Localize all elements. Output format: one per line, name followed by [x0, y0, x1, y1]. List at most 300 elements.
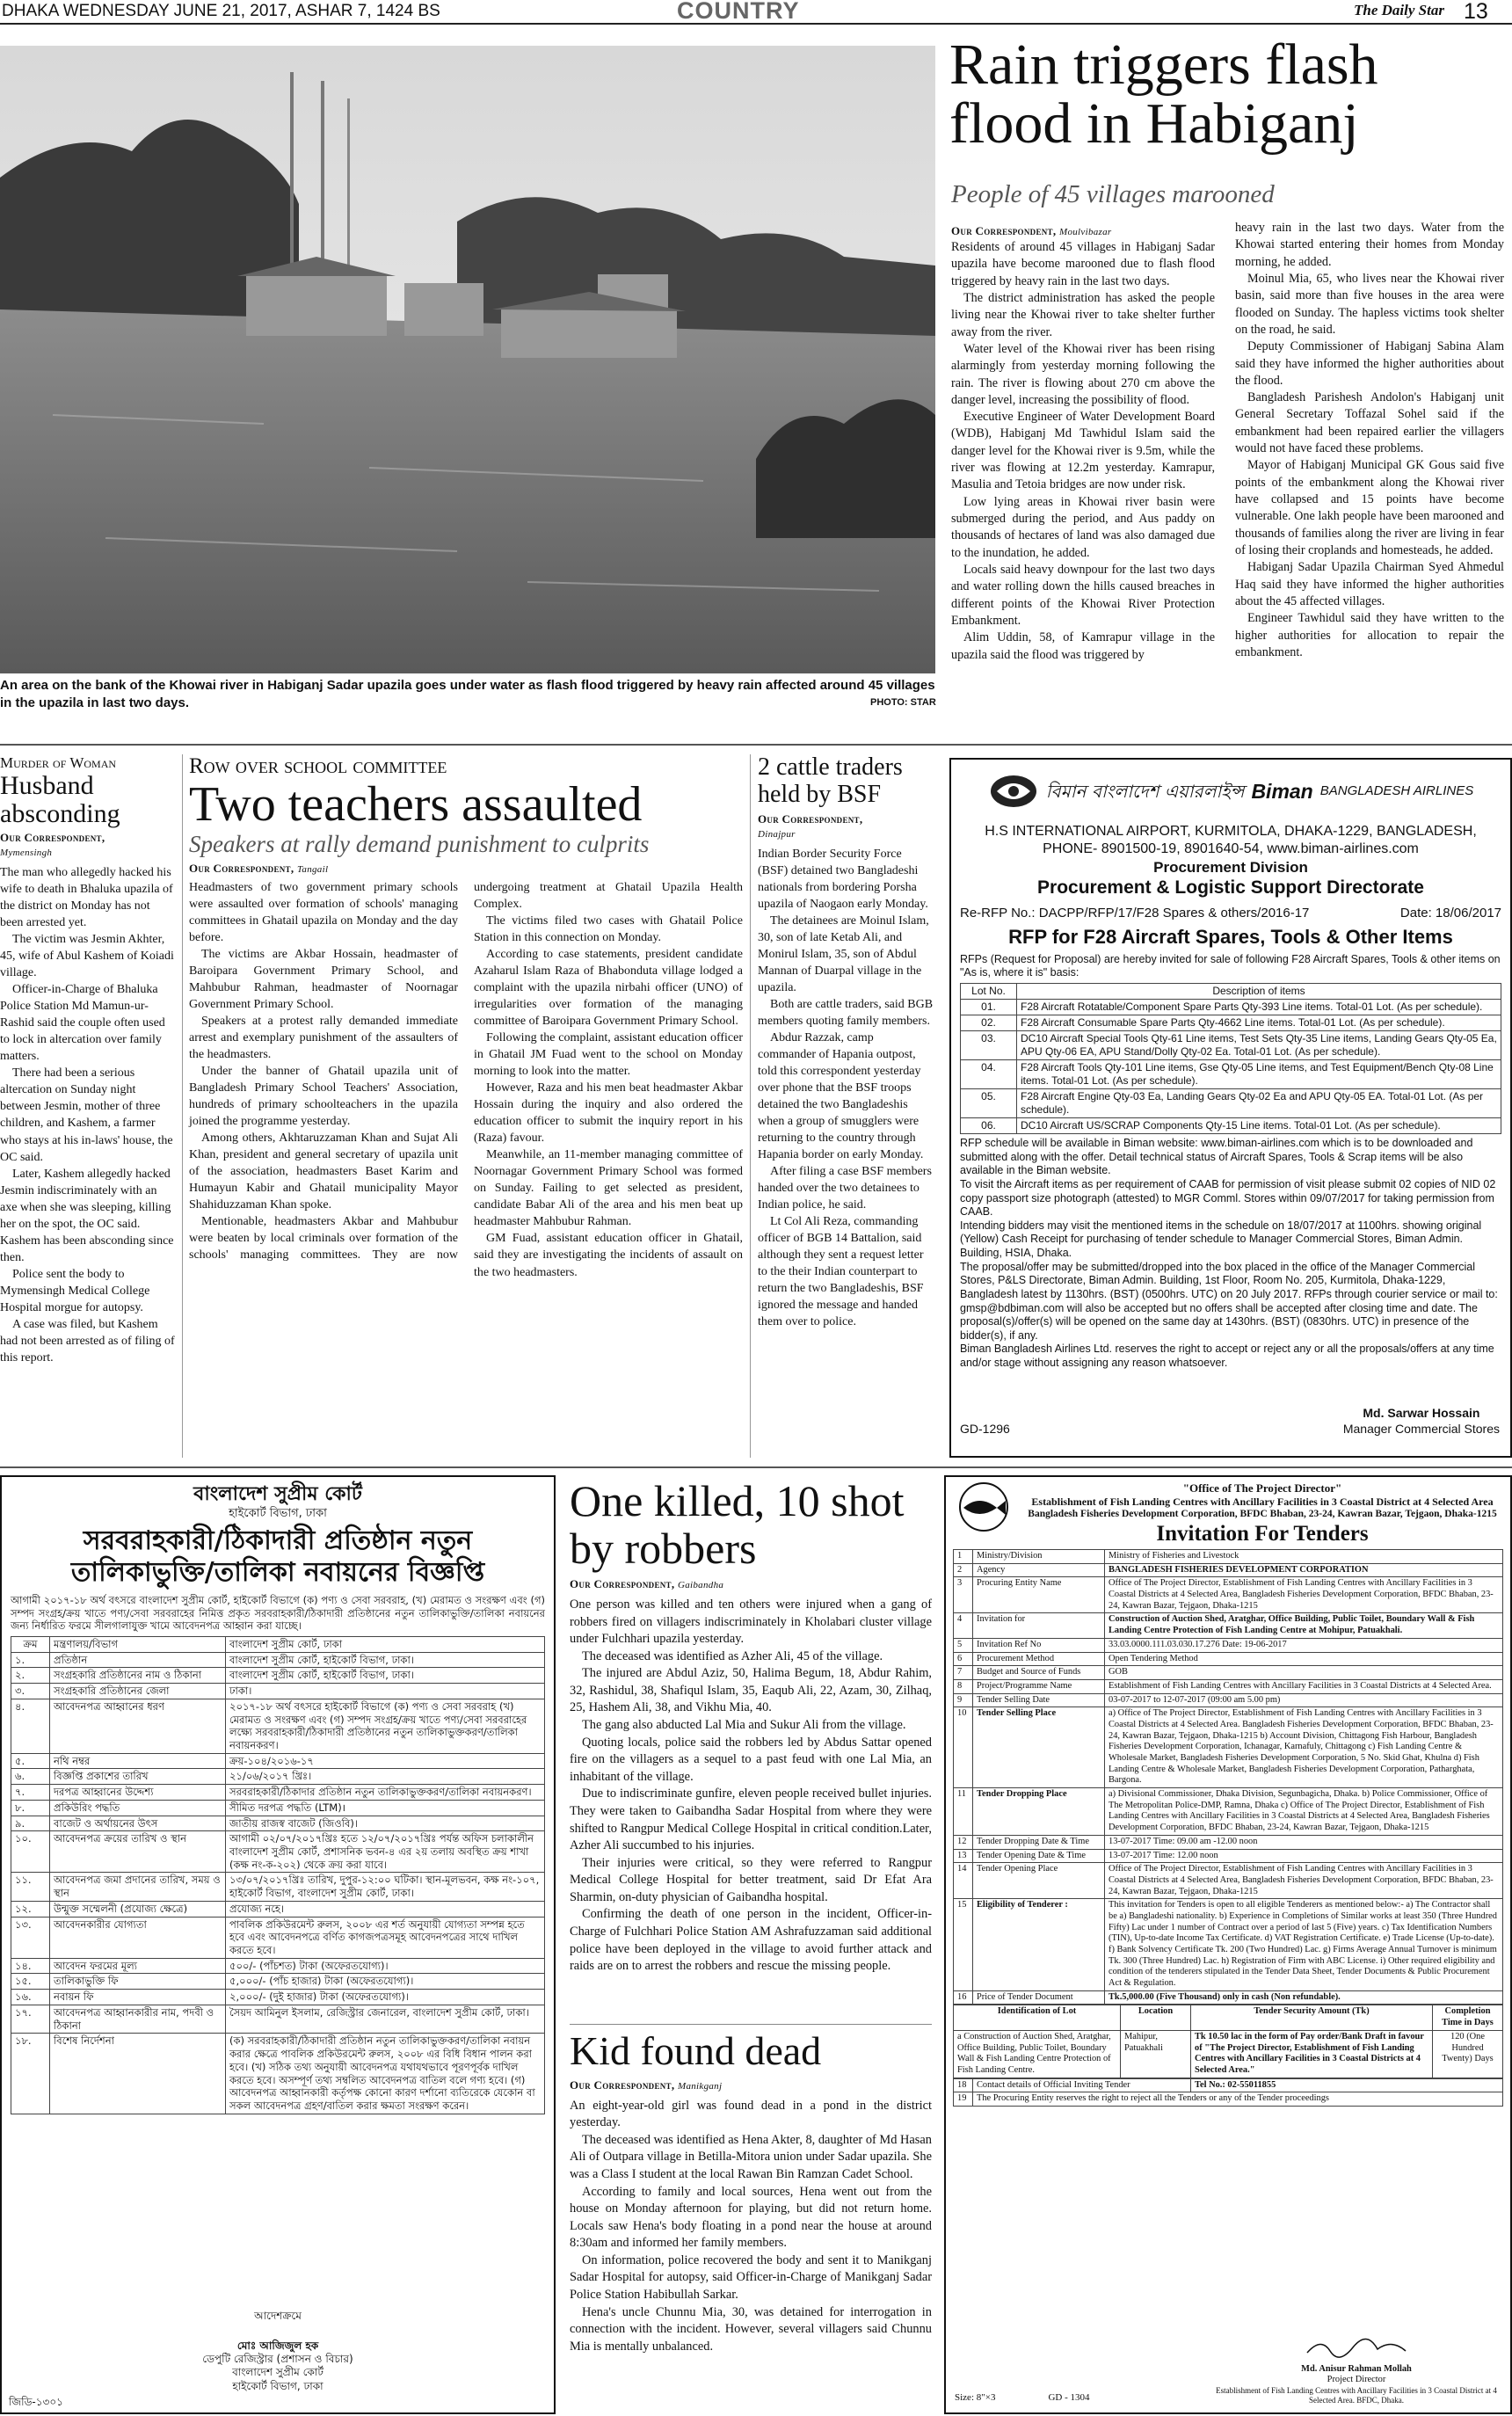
court-signature — [2, 2310, 554, 2393]
row-value: Office of The Project Director, Establishment of Fish Landing Centres with Ancillary Facilities in 3 Coastal Districts at 4 Selected Area, Bangladesh Fisheries Development Corporation, BFDC Bhaban, 23-24, Kawran Bazar, Tejgaon, Dhaka-1215 — [1105, 1577, 1503, 1613]
row-key: Contact details of Official Inviting Tender — [973, 2078, 1191, 2092]
biman-gd: GD-1296 — [960, 1421, 1010, 1436]
biman-body-3: Intending bidders may visit the mentioned items in the schedule on 18/07/2017 at 1100hrs. showing original (Yellow) Cash Receipt for purchasing of tender schedule to Manager Commercial Stores, Biman Admin. Building, HSIA, Dhaka. — [960, 1219, 1482, 1259]
row-no: 15 — [954, 1899, 973, 1991]
row-value: (ক) সরবরাহকারী/ঠিকাদারী প্রতিষ্ঠান নতুন তালিকাভুক্তকরণ/তালিকা নবায়ন করার ক্ষেত্রে পাবলিক প্রকিউরমেন্ট রুলস, ২০০৮ এর বিধি বিধান পালন করা হবে। (খ) সঠিক তথ্য অনুযায়ী আবেদনপত্র যথাযথভাবে পূরণপূর্বক দাখিল করতে হবে। অসম্পূর্ণ তথ্য সম্বলিত আবেদনপত্র বাতিল বলে গণ্য হবে। (গ) আবেদনপত্র আহ্বানকারী কর্তৃপক্ষ কোনো কারণ দর্শানো ব্যতিরেকে যেকোন বা সকল আবেদনপত্র গ্রহণ/বাতিল করার ক্ষমতা সংরক্ষণ করেন। — [226, 2034, 545, 2114]
row-value: সীমিত দরপত্র পদ্ধতি (LTM)। — [226, 1800, 545, 1816]
kid-paragraph: An eight-year-old girl was found dead in a pond in the district yesterday. — [570, 2098, 932, 2130]
table-row — [11, 1974, 545, 1990]
table-row — [954, 2078, 1503, 2092]
teachers-place: Tangail — [296, 863, 329, 875]
row-value: Tel No.: 02-55011855 — [1191, 2078, 1503, 2092]
row-value: সৈয়দ আমিনুল ইসলাম, রেজিস্ট্রার জেনারেল, বাংলাদেশ সুপ্রীম কোর্ট, ঢাকা। — [226, 2005, 545, 2033]
paper-name: The Daily Star — [1354, 2, 1444, 18]
robbers-headline: One killed, 10 shot by robbers — [570, 1476, 905, 1573]
row-value: বাংলাদেশ সুপ্রীম কোর্ট, হাইকোর্ট বিভাগ, ঢাকা। — [226, 1668, 545, 1684]
row-no: ৬. — [11, 1769, 50, 1785]
table-row — [961, 1015, 1501, 1031]
signature-mark — [1304, 2335, 1409, 2360]
murder-story — [0, 754, 176, 1366]
court-gd: জিডি-১৩০১ — [9, 2395, 63, 2408]
teachers-paragraph: Meanwhile, an 11-member managing committee of Noornagar Government Primary School was formed on Sunday. Failing to get selected as president, candidate Babar Ali of the area and his men beat up headmaster Mahbubur Rahman. — [474, 1148, 743, 1229]
court-sub: হাইকোর্ট বিভাগ, ঢাকা — [229, 1507, 327, 1521]
row-value: 13-07-2017 Time: 09.00 am -12.00 noon — [1105, 1835, 1503, 1849]
lead-byline — [951, 224, 1112, 238]
kid-byline — [570, 2078, 932, 2092]
biman-th-desc: Description of items — [1017, 984, 1501, 1000]
teachers-story — [189, 754, 743, 1281]
row-item: আবেদনপত্র জমা প্রদানের তারিখ, সময় ও স্থান — [50, 1873, 226, 1901]
table-row — [11, 1958, 545, 1974]
murder-paragraph: The victim was Jesmin Akhter, 45, wife of Abul Kashem of Koiadi village. — [0, 933, 174, 980]
table-row — [954, 1693, 1503, 1707]
kid-paragraph: According to family and local sources, Hena went out from the house on Monday afternoon for playing, but did not return home. Locals saw Hena's body floating in a pond near the house at around 8:30am and informed her family members. — [570, 2184, 932, 2251]
row-value: This invitation for Tenders is open to all eligible Tenderers as mentioned below:- a) The Contractor shall be a) Bangladeshi nationality. b) Experience in Completions of Similar works at least 350 (Three Hundred Fifty) Lac under 1 number of Contract over a period of last 5 (Five) years. c) Tax Identification Numbers (TIN), Up-to-date Income Tax Certificate. d) VAT Registration Certificate. e) Trade License (Up-to-date). f) Bank Solvency Certificate Tk. 200 (Two Hundred) Lac. g) Firms Average Annual Turnover is minimum Tk. 300 (Three Hundred) Lac. h) Registration of Firm with ABC License. i) Other required eligibility and condition of the tenderers stipulated in the Tender Data Sheet, Tender Documents & Public Procurement Act & Regulation. — [1105, 1899, 1503, 1991]
row-key: Tender Opening Date & Time — [973, 1849, 1105, 1863]
lead-paragraph: The district administration has asked the people living near the Khowai river to take shelter further away from the river. — [951, 290, 1215, 339]
row-value: আগামী ০২/০৭/২০১৭খ্রিঃ হতে ১২/০৭/২০১৭খ্রিঃ পর্যন্ত অফিস চলাকালীন বাংলাদেশ সুপ্রীম কোর্ট, প্রশাসনিক ভবন-৪ এর ২য় তলায় অবস্থিত ক্রয় শাখা (কক্ষ নং-ক-২০২) থেকে ক্রয় করা যাবে। — [226, 1831, 545, 1873]
court-signer-title: ডেপুটি রেজিস্ট্রার (প্রশাসন ও বিচার) — [202, 2352, 353, 2365]
fish-gd: GD - 1304 — [1048, 2391, 1090, 2403]
lot-location: Mahipur, Patuakhali — [1121, 2030, 1191, 2078]
table-row — [11, 1785, 545, 1801]
robbers-place: Gaibandha — [677, 1580, 724, 1590]
cattle-story — [758, 754, 934, 1331]
row-key: Project/Programme Name — [973, 1679, 1105, 1693]
lot-head: Completion Time in Days — [1433, 2005, 1503, 2030]
row-value: ৫,০০০/- (পাঁচ হাজার) টাকা (অফেরতযোগ্য)। — [226, 1974, 545, 1990]
biman-logo — [960, 765, 1501, 818]
table-row — [954, 1679, 1503, 1693]
row-no: ১৮. — [11, 2034, 50, 2114]
biman-th-lot: Lot No. — [961, 984, 1017, 1000]
murder-paragraph: A case was filed, but Kashem had not been arrested as of filing of this report. — [0, 1317, 175, 1364]
table-row — [954, 2005, 1503, 2030]
teachers-paragraph: The victims are Akbar Hossain, headmaster of Baroipara Government Primary School, and Mahbubur Rahman, headmaster of Noornagar Government Primary School. — [189, 947, 458, 1012]
teachers-byline — [189, 862, 743, 876]
lot-desc: F28 Aircraft Tools Qty-101 Line items, Gse Qty-05 Line items, and Test Equipment/Bench Qty-08 Line items. Total-01 Lot. (As per schedule). — [1017, 1060, 1501, 1089]
row-no: 18 — [954, 2078, 973, 2092]
row-item: তালিকাভুক্তি ফি — [50, 1974, 226, 1990]
biman-logo-bn: বিমান বাংলাদেশ এয়ারলাইন্স — [1045, 780, 1245, 802]
lead-paragraph: Locals said heavy downpour for the last two days and water rolling down the hills caused breaches in different points of the Khowai River Protection Embankment. — [951, 562, 1215, 628]
lot-no: 01. — [961, 1000, 1017, 1015]
divider — [0, 1466, 1512, 1468]
kid-story — [570, 2029, 932, 2355]
robbers-paragraph: The injured are Abdul Aziz, 50, Halima Begum, 18, Abdur Rahim, 32, Rashidul, 38, Shafiqul Islam, 35, Eaqub Ali, 22, Azam, 30, Zilhaq, 25, Hashem Ali, 38, and Vikhu Mia, 40. — [570, 1666, 932, 1715]
row-key: Invitation for — [973, 1613, 1105, 1638]
lot-head: Identification of Lot — [954, 2005, 1121, 2030]
robbers-paragraph: Due to indiscriminate gunfire, eleven people received bullet injuries. They were taken to Gaibandha Sadar Hospital from where they were shifted to Rangpur Medical College Hospital in critical condition.Later, Azher Ali succumbed to his injuries. — [570, 1787, 932, 1853]
biman-body-1: RFP schedule will be available in Biman website: www.biman-airlines.com which is to be downloaded and submitted along with the offer. Detail technical status of Aircraft Spares, Tools & Scrap items will be also available in the Biman website. — [960, 1137, 1473, 1177]
row-no: ৩. — [11, 1684, 50, 1699]
cattle-paragraph: Both are cattle traders, said BGB members quoting family members. — [758, 997, 934, 1028]
lead-paragraph: Alim Uddin, 58, of Kamrapur village in the upazila said the flood was triggered by — [951, 630, 1215, 662]
robbers-story — [570, 1477, 932, 1976]
robbers-paragraph: Quoting locals, police said the robbers led by Abdus Sattar opened fire on the villagers as a sequel to a past feud with one Lal Mia, an inhabitant of the village. — [570, 1735, 932, 1784]
lot-id: a Construction of Auction Shed, Aratghar, Office Building, Public Toilet, Boundary Wall & Fish Landing Centre Protection of Fish Landing Centre. — [954, 2030, 1121, 2078]
row-no: 3 — [954, 1577, 973, 1613]
teachers-subhead: Speakers at rally demand punishment to culprits — [189, 830, 650, 857]
lead-column-1 — [951, 239, 1215, 664]
fish-table — [953, 1549, 1503, 2005]
row-item: আবেদনপত্র আহ্বানকারীর নাম, পদবী ও ঠিকানা — [50, 2005, 226, 2033]
table-row — [954, 1707, 1503, 1788]
row-item: সংগ্রহকারি প্রতিষ্ঠানের জেলা — [50, 1684, 226, 1699]
table-row — [954, 1835, 1503, 1849]
teachers-paragraph: Following the complaint, assistant education officer in Ghatail JM Fuad went to the school on Monday morning to look into the matter. — [474, 1031, 743, 1079]
fish-line-1: Establishment of Fish Landing Centres with Ancillary Facilities in 3 Coastal District at 4 Selected Area — [1031, 1495, 1494, 1508]
table-row — [11, 1831, 545, 1873]
court-headline-1: সরবরাহকারী/ঠিকাদারী প্রতিষ্ঠান নতুন — [83, 1525, 473, 1556]
fish-footer — [955, 2392, 1090, 2404]
biman-signature — [1343, 1406, 1500, 1437]
row-item: প্রকিউরিং পদ্ধতি — [50, 1800, 226, 1816]
kid-body — [570, 2098, 932, 2356]
row-item: আবেদনপত্র ক্রয়ের তারিখ ও স্থান — [50, 1831, 226, 1873]
table-row — [954, 2030, 1503, 2078]
row-no: ১২. — [11, 1901, 50, 1917]
lot-no: 04. — [961, 1060, 1017, 1089]
court-th-no: ক্রম — [11, 1636, 50, 1652]
table-row — [11, 1652, 545, 1668]
row-key: Procurement Method — [973, 1652, 1105, 1666]
murder-body — [0, 864, 176, 1366]
row-key: Eligibility of Tenderer : — [973, 1899, 1105, 1991]
teachers-paragraph: Speakers at a protest rally demanded immediate arrest and exemplary punishment of the assaulters of the headmasters. — [189, 1015, 458, 1062]
lot-desc: DC10 Aircraft US/SCRAP Components Qty-15 Line items. Total-01 Lot. (As per schedule). — [1017, 1118, 1501, 1134]
row-item: সংগ্রহকারি প্রতিষ্ঠানের নাম ও ঠিকানা — [50, 1668, 226, 1684]
table-row — [954, 1899, 1503, 1991]
fish-signature — [1211, 2335, 1501, 2405]
row-no: 16 — [954, 1990, 973, 2005]
table-row — [961, 1118, 1501, 1134]
photo-credit: PHOTO: STAR — [870, 697, 936, 708]
murder-paragraph: The man who allegedly hacked his wife to death in Bhaluka upazila of the district on Monday has not been arrested yet. — [0, 866, 173, 930]
fish-header-text — [1021, 1481, 1503, 1547]
table-row — [11, 1873, 545, 1901]
cattle-place: Dinajpur — [758, 828, 796, 840]
row-no: ৯. — [11, 1816, 50, 1831]
row-no: 7 — [954, 1666, 973, 1680]
teachers-paragraph: Headmasters of two government primary schools were assaulted over formation of schools' managing committees in Ghatail upazila on Monday and the day before. — [189, 880, 458, 944]
flood-photo-image — [0, 46, 935, 673]
fish-size: Size: 8"×3 — [955, 2391, 996, 2403]
row-item: আবেদন ফরমের মূল্য — [50, 1958, 226, 1974]
teachers-paragraph: However, Raza and his men beat headmaster Akbar Hossain during the inquiry and also ordered the education officer to submit the inquiry report in his (Raza) favour. — [474, 1081, 743, 1146]
table-row — [961, 1031, 1501, 1060]
lot-desc: F28 Aircraft Rotatable/Component Spare Parts Qty-393 Line items. Total-01 Lot. (As per schedule). — [1017, 1000, 1501, 1015]
row-no: ৫. — [11, 1753, 50, 1769]
row-value: প্রযোজ্য নহে। — [226, 1901, 545, 1917]
dateline: DHAKA WEDNESDAY JUNE 21, 2017, ASHAR 7, 1424 BS — [2, 2, 440, 20]
row-value: 13-07-2017 Time: 12.00 noon — [1105, 1849, 1503, 1863]
court-title: বাংলাদেশ সুপ্রীম কোর্ট — [193, 1483, 362, 1505]
lead-paragraph: Engineer Tawhidul said they have written to the higher authorities for allocation to repair the embankment. — [1235, 611, 1504, 659]
table-row — [11, 1917, 545, 1958]
row-no: 1 — [954, 1550, 973, 1564]
row-no: ১০. — [11, 1831, 50, 1873]
flood-photo — [0, 46, 935, 673]
table-row — [954, 1652, 1503, 1666]
masthead — [0, 0, 1512, 25]
cattle-byline-text: Our Correspondent, — [758, 811, 863, 826]
lead-place: Moulvibazar — [1058, 227, 1112, 237]
row-no: ১৫. — [11, 1974, 50, 1990]
row-key: Invitation Ref No — [973, 1638, 1105, 1652]
cattle-paragraph: Abdur Razzak, camp commander of Hapania outpost, told this correspondent yesterday over phone that the BSF troops detained the two Bangladeshis when a group of smugglers were returning to the country through Hapania border on early Monday. — [758, 1030, 924, 1162]
court-signer: মোঃ আজিজুল হক — [236, 2339, 319, 2352]
table-row — [961, 1060, 1501, 1089]
photo-caption-text: An area on the bank of the Khowai river in Habiganj Sadar upazila goes under water as flash flood triggered by heavy rain affected around 45 villages in the upazila in last two days. — [0, 678, 935, 710]
divider — [0, 744, 1512, 746]
lead-headline: Rain triggers flash flood in Habiganj — [949, 33, 1378, 156]
row-no: 12 — [954, 1835, 973, 1849]
lead-subhead: People of 45 villages marooned — [951, 180, 1275, 208]
page-number: 13 — [1464, 0, 1488, 24]
row-item: নথি নম্বর — [50, 1753, 226, 1769]
row-value: ১৩/০৭/২০১৭খ্রিঃ তারিখ, দুপুর-১২:০০ ঘটিকা। স্থান-মূলভবন, কক্ষ নং-১০৭, হাইকোর্ট বিভাগ, বাংলাদেশ সুপ্রীম কোর্ট, ঢাকা। — [226, 1873, 545, 1901]
table-row — [954, 1577, 1503, 1613]
biman-ref: Re-RFP No.: DACPP/RFP/17/F28 Spares & others/2016-17 — [960, 905, 1310, 921]
table-row — [11, 1800, 545, 1816]
table-row — [954, 1849, 1503, 1863]
table-row — [954, 2092, 1503, 2107]
lot-time: 120 (One Hundred Twenty) Days — [1433, 2030, 1503, 2078]
court-signer-org-1: বাংলাদেশ সুপ্রীম কোর্ট — [232, 2366, 323, 2379]
court-th-item: মন্ত্রণালয়/বিভাগ — [50, 1636, 226, 1652]
row-no: ১৭. — [11, 2005, 50, 2033]
teachers-paragraph: Among others, Akhtaruzzaman Khan and Sujat Ali Khan, president and general secretary of upazila unit of the association, headmasters Baset Karim and Humayun Kabir and Ghatail municipality Mayor Shahiduzzaman Khan spoke. — [189, 1132, 458, 1212]
row-key: Tender Selling Place — [973, 1707, 1105, 1788]
row-item: বিজ্ঞপ্তি প্রকাশের তারিখ — [50, 1769, 226, 1785]
row-value: ক্রয়-১০৪/২০১৬-১৭ — [226, 1753, 545, 1769]
table-row — [11, 1769, 545, 1785]
fisheries-ad — [944, 1475, 1512, 2414]
fish-line-2: Bangladesh Fisheries Development Corporation, BFDC Bhaban, 23-24, Kawran Bazar, Tejgaon, Dhaka-1215 — [1028, 1509, 1497, 1520]
row-no: ১৬. — [11, 1990, 50, 2005]
murder-byline-text: Our Correspondent, — [0, 831, 105, 844]
biman-logo-tag: BANGLADESH AIRLINES — [1319, 782, 1474, 798]
row-value: Tk.5,000.00 (Five Thousand) only in cash (Non refundable). — [1105, 1990, 1503, 2005]
row-value: ঢাকা। — [226, 1684, 545, 1699]
lot-no: 02. — [961, 1015, 1017, 1031]
row-key: Agency — [973, 1563, 1105, 1577]
robbers-paragraph: The deceased was identified as Azher Ali, 45 of the village. — [582, 1648, 883, 1663]
lead-paragraph: Mayor of Habiganj Municipal GK Gous said five points of the embankment along the Khowai river have collapsed and 15 points have become vulnerable. One lakh people have been marooned and thousands of families along the river are living in fear of losing their croplands and homesteads, he added. — [1235, 458, 1504, 557]
row-no: 4 — [954, 1613, 973, 1638]
row-no: 13 — [954, 1849, 973, 1863]
fish-header — [953, 1481, 1503, 1547]
row-key: Price of Tender Document — [973, 1990, 1105, 2005]
table-row — [11, 1699, 545, 1753]
fish-office: "Office of The Project Director" — [1182, 1481, 1342, 1495]
lead-paragraph: Deputy Commissioner of Habiganj Sabina Alam said they have informed the higher authorities about the flood. — [1235, 339, 1504, 388]
table-row — [954, 1666, 1503, 1680]
row-value: Office of The Project Director, Establishment of Fish Landing Centres with Ancillary Facilities in 3 Coastal Districts at 4 Selected Area, Bangladesh Fisheries Development Corporation, BFDC Bhaban, 23-24, Kawran Bazar, Tejgaon, Dhaka-1215 — [1105, 1863, 1503, 1899]
section-label: COUNTRY — [677, 0, 800, 24]
fish-signer-title: Project Director — [1327, 2375, 1386, 2385]
row-no: 11 — [954, 1788, 973, 1836]
court-signer-org-2: হাইকোর্ট বিভাগ, ঢাকা — [232, 2379, 323, 2392]
row-value: The Procuring Entity reserves the right to reject all the Tenders or any of the Tender proceedings — [973, 2092, 1503, 2107]
row-value: সরবরাহকারী/ঠিকাদার প্রতিষ্ঠান নতুন তালিকাভুক্তকরণ/তালিকা নবায়নকরণ। — [226, 1785, 545, 1801]
row-no: 5 — [954, 1638, 973, 1652]
row-value: Establishment of Fish Landing Centres with Ancillary Facilities in 3 Coastal Districts at 4 Selected Area. — [1105, 1679, 1503, 1693]
robbers-body — [570, 1597, 932, 1976]
row-value: a) Office of The Project Director, Establishment of Fish Landing Centres with Ancillary Facilities in 3 Coastal Districts at 4 Selected Area. Bangladesh Fisheries Development Corporation, BFDC Bhaban, 23-24, Kawran Bazar, Tejgaon, Dhaka-1215 b) Account Division, Chittagong Fish Harbour, Bangladesh Fisheries Development Corporation, Ichanagar, Karnafuly, Chittagong c) Fish Landing Centre & Wholesale Market, Bangladesh Fisheries Development Corporation, 5 No. Skid Ghat, Khulna d) Fish Landing Centre & Wholesale Market, Bangladesh Fisheries Development Corporation, Patharghata, Bargona. — [1105, 1707, 1503, 1788]
biman-logo-en: Biman — [1251, 779, 1313, 803]
lead-paragraph: Habiganj Sadar Upazila Chairman Syed Ahmedul Haq said they have informed the higher authorities about the 45 affected villages. — [1235, 560, 1504, 608]
robbers-paragraph: Their injuries were critical, so they were referred to Rangpur Medical College Hospital for better treatment, said Dr Efat Ara Sharmin, on-duty physician of Gaibandha hospital. — [570, 1855, 932, 1904]
photo-caption — [0, 677, 935, 711]
murder-place: Mymensingh — [0, 848, 53, 858]
fish-signer: Md. Anisur Rahman Mollah — [1301, 2363, 1412, 2374]
biman-division: Procurement Division — [1153, 859, 1308, 876]
row-item: বিশেষ নির্দেশনা — [50, 2034, 226, 2114]
murder-headline: Husband absconding — [0, 771, 120, 828]
teachers-kicker: Row over school committee — [189, 754, 447, 778]
row-value: GOB — [1105, 1666, 1503, 1680]
fish-logo-icon — [953, 1481, 1014, 1532]
column-rule — [182, 754, 183, 1458]
row-value: 33.03.0000.111.03.030.17.276 Date: 19-06-2017 — [1105, 1638, 1503, 1652]
lead-byline-text: Our Correspondent, — [951, 224, 1057, 237]
biman-logo-icon — [988, 772, 1039, 811]
table-row — [11, 1668, 545, 1684]
row-item: নবায়ন ফি — [50, 1990, 226, 2005]
lead-paragraph: Moinul Mia, 65, who lives near the Khowai river basin, said more than five houses in the area were flooded on Sunday. The hapless victims took shelter on the road, he said. — [1235, 271, 1504, 337]
kid-paragraph: On information, police recovered the body and sent it to Manikganj Sadar Hospital for autopsy, said Officer-in-Charge of Manikganj Sadar Police Station Habibullah Sarkar. — [570, 2252, 932, 2303]
teachers-body — [189, 879, 743, 1281]
lead-column-2 — [1235, 220, 1504, 661]
cattle-paragraph: Indian Border Security Force (BSF) detained two Bangladeshi nationals from bordering Porsha upazila of Naogaon early Monday. — [758, 847, 928, 911]
lot-no: 05. — [961, 1089, 1017, 1118]
table-row — [11, 1901, 545, 1917]
lead-paragraph: heavy rain in the last two days. Water from the Khowai started entering their homes from Monday morning, he added. — [1235, 221, 1504, 269]
biman-title: RFP for F28 Aircraft Spares, Tools & Other Items — [1008, 926, 1453, 949]
fish-signer-org: Establishment of Fish Landing Centres with Ancillary Facilities in 3 Coastal District at 4 Selected Area. BFDC, Dhaka. — [1216, 2386, 1497, 2405]
row-no: 14 — [954, 1863, 973, 1899]
court-headline-2: তালিকাভুক্তি/তালিকা নবায়নের বিজ্ঞপ্তি — [70, 1556, 485, 1588]
fish-lot-table — [953, 2005, 1503, 2078]
lot-no: 03. — [961, 1031, 1017, 1060]
row-no: 8 — [954, 1679, 973, 1693]
teachers-byline-text: Our Correspondent, — [189, 861, 294, 875]
murder-paragraph: Police sent the body to Mymensingh Medical College Hospital morgue for autopsy. — [0, 1267, 150, 1314]
lead-paragraph: Executive Engineer of Water Development Board (WDB), Habiganj Md Tawhidul Islam said the danger level for the Khowai river is 9.5m, while the river was flowing at 12.2m yesterday. Kamrapur, Masulia and Tetoia bridges are now under risk. — [951, 410, 1215, 492]
robbers-byline — [570, 1577, 932, 1591]
row-no: ৪. — [11, 1699, 50, 1753]
table-row — [954, 1863, 1503, 1899]
fish-contact-table — [953, 2078, 1503, 2107]
row-value: ২১/০৬/২০১৭ খ্রিঃ। — [226, 1769, 545, 1785]
robbers-paragraph: One person was killed and ten others were injured when a gang of robbers fired on villagers indiscriminately in Kholabari cluster village under Fulchhari upazila yesterday. — [570, 1597, 932, 1647]
murder-kicker: Murder of Woman — [0, 754, 117, 771]
robbers-byline-text: Our Correspondent, — [570, 1577, 675, 1590]
biman-signer-title: Manager Commercial Stores — [1342, 1421, 1500, 1436]
robbers-paragraph: The gang also abducted Lal Mia and Sukur Ali from the village. — [582, 1718, 906, 1733]
murder-paragraph: There had been a serious altercation on Sunday night between Jesmin, mother of three children, and Kashem, a farmer who stays at his in-laws' house, the OC said. — [0, 1066, 173, 1164]
lead-paragraph: Low lying areas in Khowai river basin were submerged during the period, and Aus paddy on thousands of hectares of land was also damaged due to the inundation, he added. — [951, 494, 1215, 560]
table-row — [11, 2005, 545, 2033]
cattle-byline — [758, 812, 934, 841]
lot-no: 06. — [961, 1118, 1017, 1134]
table-row — [954, 1788, 1503, 1836]
column-rule — [750, 754, 751, 1458]
row-item: আবেদনপত্র আহ্বানের ধরণ — [50, 1699, 226, 1753]
row-no: ১১. — [11, 1873, 50, 1901]
biman-body-2: To visit the Aircraft items as per requirement of CAAB for permission of visit please submit 02 copies of NID 02 copy passport size photograph (attested) to MGR Comml. Stores within 09/07/2017 for taking permission from CAAB. — [960, 1177, 1496, 1219]
teachers-headline: Two teachers assaulted — [189, 777, 643, 832]
row-item: বাজেট ও অর্থায়নের উৎস — [50, 1816, 226, 1831]
lead-paragraph: Residents of around 45 villages in Habiganj Sadar upazila have become marooned due to flash flood triggered by heavy rain in the last two days. — [951, 240, 1215, 288]
row-no: 2 — [954, 1563, 973, 1577]
teachers-paragraph: The victims filed two cases with Ghatail Police Station in this connection on Monday. — [474, 913, 743, 944]
lot-head: Location — [1121, 2005, 1191, 2030]
biman-ref-row — [960, 906, 1501, 922]
row-key: Budget and Source of Funds — [973, 1666, 1105, 1680]
table-row — [11, 2034, 545, 2114]
court-table — [11, 1636, 545, 2114]
kid-paragraph: Hena's uncle Chunnu Mia, 30, was detained for interrogation in connection with the incident. However, several villagers said Chunnu Mia is mentally unbalanced. — [570, 2304, 932, 2354]
cattle-headline: 2 cattle traders held by BSF — [758, 753, 903, 808]
row-item: প্রতিষ্ঠান — [50, 1652, 226, 1668]
table-row — [954, 1563, 1503, 1577]
row-key: Tender Opening Place — [973, 1863, 1105, 1899]
row-value: Ministry of Fisheries and Livestock — [1105, 1550, 1503, 1564]
lead-paragraph: Water level of the Khowai river has been rising alarmingly from yesterday morning following the rain. The river is flowing about 270 cm above the danger level, increasing the possibility of flood. — [951, 341, 1215, 407]
biman-intro: RFPs (Request for Proposal) are hereby invited for sale of following F28 Aircraft Spares, Tools & other items on "As is, where it is" basis: — [960, 952, 1501, 979]
court-intro: আগামী ২০১৭-১৮ অর্থ বৎসরে বাংলাদেশ সুপ্রীম কোর্ট, হাইকোর্ট বিভাগে (ক) পণ্য ও সেবা সরবরাহ, (খ) মেরামত ও সংরক্ষণ এবং (গ) সম্পদ সংগ্রহ/ক্রয় খাতে পণ্য/সেবা সরবরাহের নিমিত্ত প্রকৃত সরবরাহকারী/ঠিকাদারী প্রতিষ্ঠানের নতুন তালিকাভুক্তি/তালিকা নবায়নের জন্য নির্ধারিত ফরমে সীলগালাযুক্ত খামে আবেদনপত্র আহ্বান করা যাচ্ছে। — [11, 1593, 545, 1633]
biman-signer: Md. Sarwar Hossain — [1363, 1406, 1480, 1420]
table-row — [11, 1684, 545, 1699]
row-value: Open Tendering Method — [1105, 1652, 1503, 1666]
row-no: 10 — [954, 1707, 973, 1788]
row-value: বাংলাদেশ সুপ্রীম কোর্ট, হাইকোর্ট বিভাগ, ঢাকা। — [226, 1652, 545, 1668]
biman-directorate: Procurement & Logistic Support Directorate — [1037, 877, 1424, 899]
row-item: আবেদনকারীর যোগ্যতা — [50, 1917, 226, 1958]
row-value: BANGLADESH FISHERIES DEVELOPMENT CORPORATION — [1105, 1563, 1503, 1577]
row-value: 03-07-2017 to 12-07-2017 (09:00 am 5.00 pm) — [1105, 1693, 1503, 1707]
row-no: ২. — [11, 1668, 50, 1684]
court-sign-label: আদেশক্রমে — [254, 2310, 302, 2323]
table-row — [954, 1638, 1503, 1652]
court-th-val: বাংলাদেশ সুপ্রীম কোর্ট, ঢাকা — [226, 1636, 545, 1652]
murder-paragraph: Later, Kashem allegedly hacked Jesmin indiscriminately with an axe when she was sleeping, killing her on the spot, the OC said. Kashem has been absconding since then. — [0, 1167, 174, 1264]
teachers-paragraph: Mentionable, headmasters Akbar and Mahbubur were beaten by local criminals over formation of the schools' managing committees. They are now undergoing treatment at Ghatail Upazila Health Complex. — [189, 880, 743, 1263]
teachers-paragraph: GM Fuad, assistant education officer in Ghatail, said they are investigating the incidents of assault on the two headmasters. — [474, 1232, 743, 1279]
row-no: ১. — [11, 1652, 50, 1668]
lead-paragraph: Bangladesh Parishesh Andolon's Habiganj unit General Secretary Toffazal Sohel said if the embankment had been repaired earlier the villagers would not have faced these problems. — [1235, 390, 1504, 456]
murder-byline — [0, 831, 176, 859]
row-no: ১৩. — [11, 1917, 50, 1958]
row-value: ৫০০/- (পাঁচশত) টাকা (অফেরতযোগ্য)। — [226, 1958, 545, 1974]
table-row — [11, 1753, 545, 1769]
divider — [570, 2024, 932, 2025]
cattle-paragraph: After filing a case BSF members handed over the two detainees to Indian police, he said. — [758, 1165, 932, 1212]
biman-date: Date: 18/06/2017 — [1399, 905, 1501, 921]
row-no: ৮. — [11, 1800, 50, 1816]
lot-desc: F28 Aircraft Consumable Spare Parts Qty-4662 Line items. Total-01 Lot. (As per schedule). — [1017, 1015, 1501, 1031]
cattle-body — [758, 846, 934, 1331]
row-no: 9 — [954, 1693, 973, 1707]
lot-desc: DC10 Aircraft Special Tools Qty-61 Line items, Test Sets Qty-35 Line items, Landing Gears Qty-05 Ea, APU Qty-06 EA, APU Stand/Dolly Qty-02 Ea. Total-01 Lot. (As per schedule). — [1017, 1031, 1501, 1060]
row-no: ১৪. — [11, 1958, 50, 1974]
lot-head: Tender Security Amount (Tk) — [1191, 2005, 1433, 2030]
row-value: Construction of Auction Shed, Aratghar, Office Building, Public Toilet, Boundary Wall & Fish Landing Centre Protection of Fish Landing Centre at Mohipur, Patuakhali. — [1105, 1613, 1503, 1638]
row-value: ২০১৭-১৮ অর্থ বৎসরে হাইকোর্ট বিভাগে (ক) পণ্য ও সেবা সরবরাহ (খ) মেরামত ও সংরক্ষণ এবং (গ) সম্পদ সংগ্রহ/ক্রয় খাতে পণ্য/সেবা সরবরাহের লক্ষ্যে সরবরাহকারী/ঠিকাদারী প্রতিষ্ঠানের নতুন তালিকাভুক্তকরণ/তালিকা নবায়নকরণ। — [226, 1699, 545, 1753]
